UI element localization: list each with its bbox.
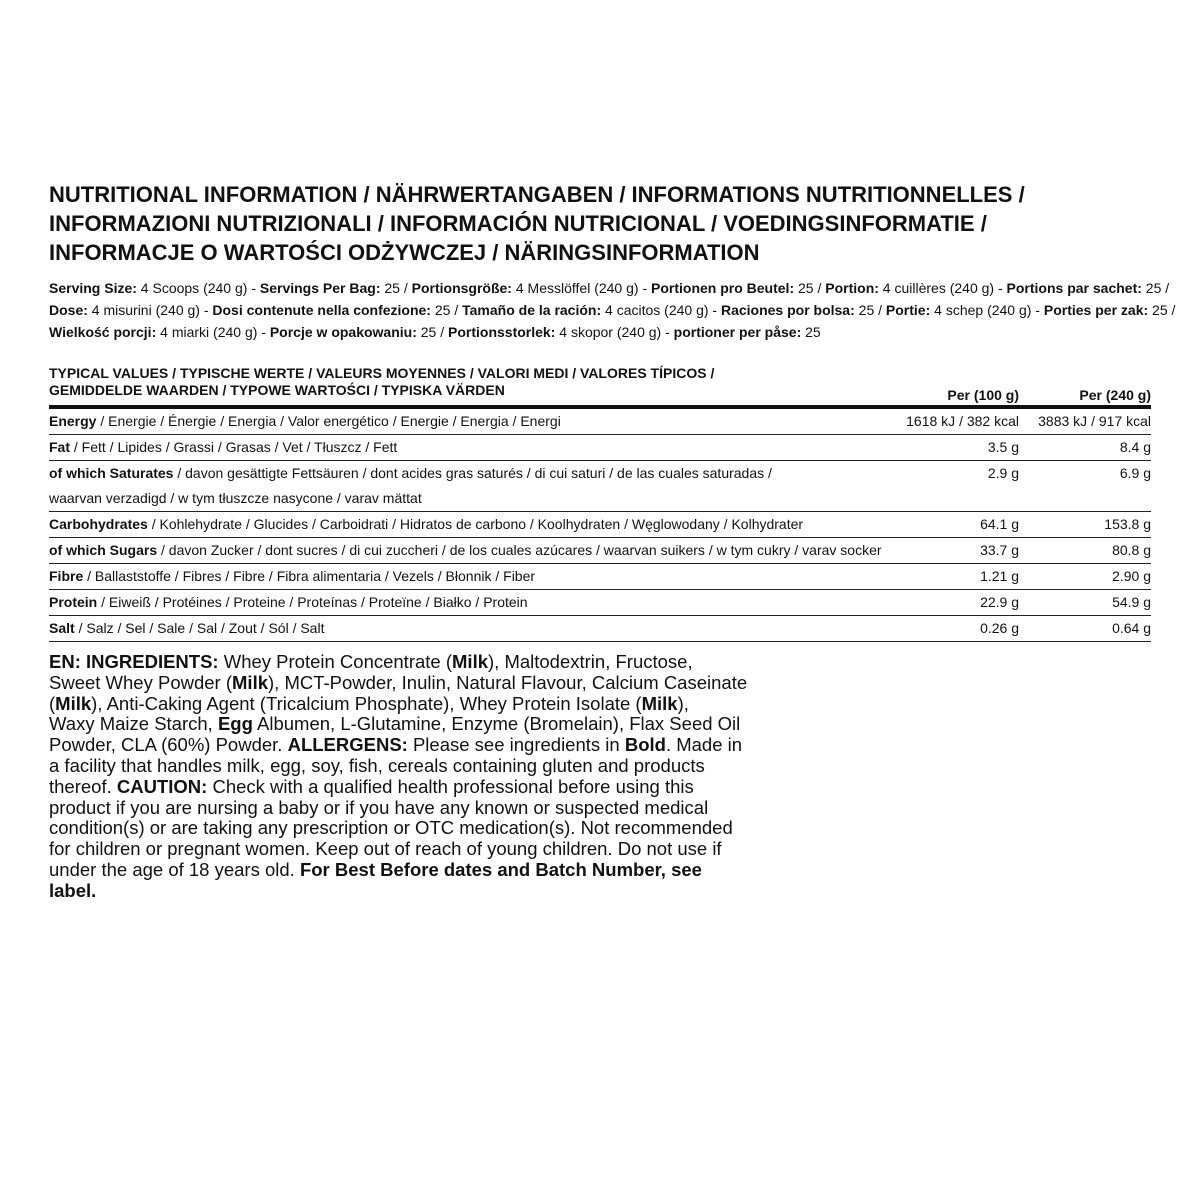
value-per-100g: 33.7 g — [980, 542, 1019, 558]
value-per-240g: 153.8 g — [1104, 516, 1151, 532]
ingredients-line: a facility that handles milk, egg, soy, fish, cereals containing gluten and products — [49, 754, 705, 776]
heading-line-2: INFORMAZIONI NUTRIZIONALI / INFORMACIÓN NUTRICIONAL / VOEDINGSINFORMATIE / — [49, 211, 987, 236]
serving-line-1: Serving Size: 4 Scoops (240 g) - Servings Per Bag: 25 / Portionsgröße: 4 Messlöffel (240 g) - Portionen pro Beutel: 25 / Portion: 4 cuillères (240 g) - Portions par sachet: 25 / — [49, 280, 1170, 296]
ingredients-line: product if you are nursing a baby or if you have any known or suspected medical — [49, 796, 709, 818]
value-per-100g: 22.9 g — [980, 594, 1019, 610]
table-row-saturates: of which Saturates / davon gesättigte Fettsäuren / dont acides gras saturés / di cui saturi / de las cuales saturadas / waarvan verzadigd / w tym tłuszcze nasycone / varav mättat 2.9 g 6.9 g — [49, 461, 1151, 512]
ingredients-line: thereof. CAUTION: Check with a qualified health professional before using this — [49, 775, 694, 797]
ingredients-line: Sweet Whey Powder (Milk), MCT-Powder, Inulin, Natural Flavour, Calcium Caseinate — [49, 671, 748, 693]
table-row-protein: Protein / Eiweiß / Protéines / Proteine / Proteínas / Proteïne / Białko / Protein 22.9 g 54.9 g — [49, 590, 1151, 616]
table-row-fibre: Fibre / Ballaststoffe / Fibres / Fibre / Fibra alimentaria / Vezels / Błonnik / Fiber 1.21 g 2.90 g — [49, 564, 1151, 590]
serving-line-2: Dose: 4 misurini (240 g) - Dosi contenute nella confezione: 25 / Tamaño de la ración: 4 cacitos (240 g) - Raciones por bolsa: 25 / Portie: 4 schep (240 g) - Porties per zak: 25 / — [49, 302, 1176, 318]
value-per-100g: 64.1 g — [980, 516, 1019, 532]
value-per-100g: 3.5 g — [987, 439, 1019, 455]
value-per-240g: 3883 kJ / 917 kcal — [1038, 413, 1151, 429]
value-per-100g: 2.9 g — [987, 465, 1019, 481]
ingredients-line: Waxy Maize Starch, Egg Albumen, L-Glutamine, Enzyme (Bromelain), Flax Seed Oil — [49, 713, 741, 735]
value-per-240g: 2.90 g — [1112, 568, 1151, 584]
nutrition-heading — [49, 180, 1159, 267]
serving-line-3: Wielkość porcji: 4 miarki (240 g) - Porcje w opakowaniu: 25 / Portionsstorlek: 4 skopor (240 g) - portioner per påse: 25 — [49, 324, 821, 340]
value-per-240g: 8.4 g — [1119, 439, 1151, 455]
table-header — [49, 365, 1151, 409]
ingredients-line: EN: INGREDIENTS: Whey Protein Concentrate (Milk), Maltodextrin, Fructose, — [49, 651, 693, 672]
table-row-salt: Salt / Salz / Sel / Sale / Sal / Zout / Sól / Salt 0.26 g 0.64 g — [49, 616, 1151, 642]
table-row-fat: Fat / Fett / Lipides / Grassi / Grasas / Vet / Tłuszcz / Fett 3.5 g 8.4 g — [49, 435, 1151, 461]
value-per-240g: 80.8 g — [1112, 542, 1151, 558]
nutrition-table — [49, 365, 1151, 642]
serving-info — [49, 277, 1176, 343]
table-title: TYPICAL VALUES / TYPISCHE WERTE / VALEURS MOYENNES / VALORI MEDI / VALORES TÍPICOS / GEMIDDELDE WAARDEN / TYPOWE WARTOŚCI / TYPISKA VÄRDEN — [49, 365, 715, 398]
ingredients-line: condition(s) or are taking any prescription or OTC medication(s). Not recommended — [49, 817, 733, 839]
ingredients-line: Powder, CLA (60%) Powder. ALLERGENS: Please see ingredients in Bold. Made in — [49, 734, 743, 756]
column-header-per-240g: Per (240 g) — [1079, 387, 1151, 403]
table-row-sugars: of which Sugars / davon Zucker / dont sucres / di cui zuccheri / de los cuales azúcares / waarvan suikers / w tym cukry / varav socker 33.7 g 80.8 g — [49, 538, 1151, 564]
value-per-240g: 6.9 g — [1119, 465, 1151, 481]
table-row-energy: Energy / Energie / Énergie / Energia / Valor energético / Energie / Energia / Energi 1618 kJ / 382 kcal 3883 kJ / 917 kcal — [49, 409, 1151, 435]
value-per-100g: 1618 kJ / 382 kcal — [906, 413, 1019, 429]
table-row-carbohydrates: Carbohydrates / Kohlehydrate / Glucides / Carboidrati / Hidratos de carbono / Koolhydraten / Węglowodany / Kolhydrater 64.1 g 153.8 g — [49, 512, 1151, 538]
value-per-240g: 0.64 g — [1112, 620, 1151, 636]
ingredients-line: for children or pregnant women. Keep out of reach of young children. Do not use if — [49, 838, 722, 860]
heading-line-3: INFORMACJE O WARTOŚCI ODŻYWCZEJ / NÄRINGSINFORMATION — [49, 240, 760, 265]
column-header-per-100g: Per (100 g) — [947, 387, 1019, 403]
ingredients-line: (Milk), Anti-Caking Agent (Tricalcium Phosphate), Whey Protein Isolate (Milk), — [49, 692, 689, 714]
heading-line-1: NUTRITIONAL INFORMATION / NÄHRWERTANGABEN / INFORMATIONS NUTRITIONNELLES / — [49, 182, 1025, 207]
value-per-240g: 54.9 g — [1112, 594, 1151, 610]
value-per-100g: 0.26 g — [980, 620, 1019, 636]
ingredients-line: label. — [49, 879, 97, 901]
ingredients-line: under the age of 18 years old. For Best Before dates and Batch Number, see — [49, 858, 702, 880]
value-per-100g: 1.21 g — [980, 568, 1019, 584]
ingredients-text — [49, 651, 748, 902]
